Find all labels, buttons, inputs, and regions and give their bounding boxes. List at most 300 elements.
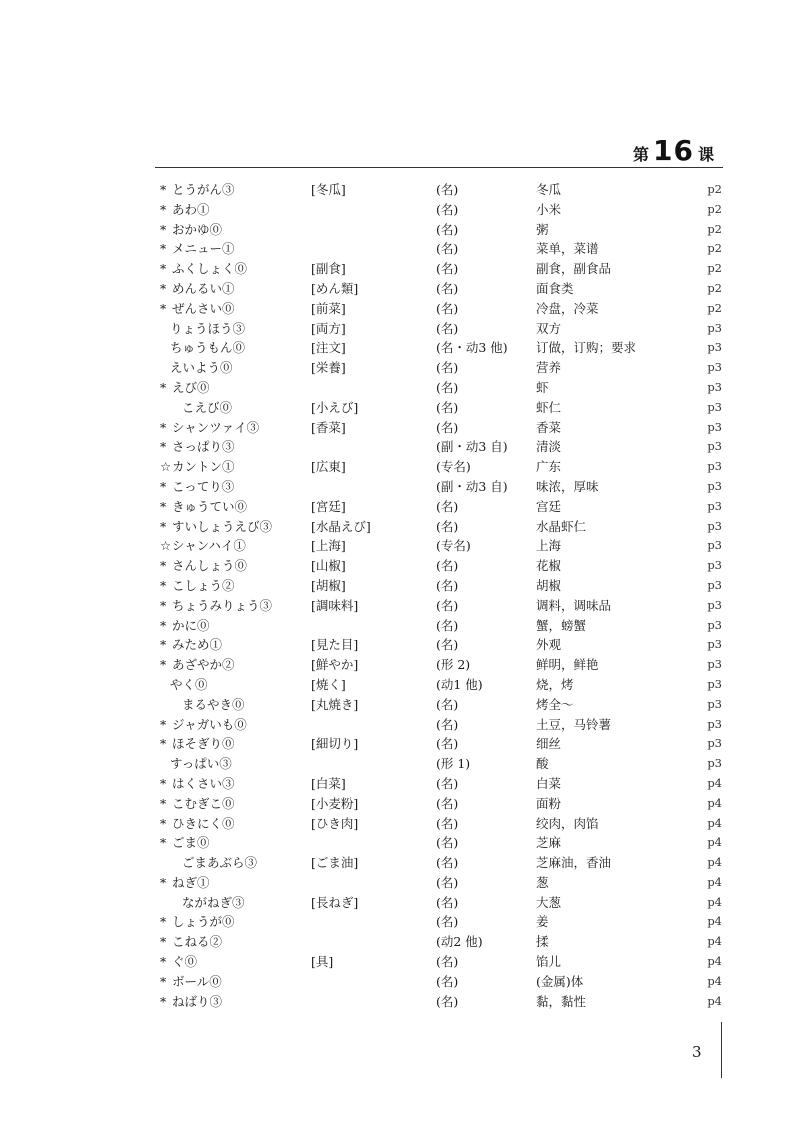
vocab-word: こむぎこ⓪ (172, 795, 235, 811)
vocab-part-of-speech: (名・动3 他) (436, 340, 508, 356)
vocab-page-ref: p3 (707, 340, 722, 355)
vocab-word-cell (160, 596, 272, 616)
vocab-word: りょうほう③ (170, 320, 246, 336)
vocab-part-of-speech: (名) (436, 835, 459, 851)
vocab-meaning: 虾仁 (536, 399, 562, 415)
lesson-number: 16 (653, 134, 694, 167)
vocab-word: かに⓪ (172, 617, 210, 633)
vocab-kanji: [胡椒] (311, 577, 346, 593)
vocab-kanji: [長ねぎ] (311, 894, 359, 910)
vocab-part-of-speech: (名) (436, 419, 459, 435)
lesson-suffix: 课 (697, 145, 714, 164)
page-number-bar (721, 1022, 722, 1078)
vocab-row (160, 418, 722, 438)
vocab-word: こえび⓪ (182, 399, 233, 415)
vocab-word: はくさい③ (172, 775, 235, 791)
vocab-row (160, 655, 722, 675)
vocab-row (160, 596, 722, 616)
vocab-page-ref: p2 (707, 201, 722, 216)
vocab-word: ごま⓪ (172, 835, 210, 851)
vocab-mark: * (160, 518, 167, 534)
vocab-row (160, 259, 722, 279)
vocab-kanji: [調味料] (311, 597, 359, 613)
vocab-word: ながねぎ③ (182, 894, 245, 910)
vocab-row (160, 200, 722, 220)
vocab-part-of-speech: (动1 他) (436, 676, 483, 692)
vocab-meaning: 味浓，厚味 (536, 478, 599, 494)
vocab-word: ねばり③ (172, 993, 223, 1009)
vocab-word: しょうが⓪ (172, 914, 235, 930)
vocab-meaning: 酸 (536, 756, 549, 772)
vocab-mark: * (160, 182, 167, 197)
vocab-part-of-speech: (名) (436, 241, 459, 257)
vocab-row (160, 853, 722, 873)
vocab-kanji: [香菜] (311, 419, 346, 435)
vocab-part-of-speech: (名) (436, 736, 459, 752)
vocab-page-ref: p3 (707, 518, 722, 533)
vocab-row (160, 536, 722, 556)
vocab-word-cell (160, 239, 235, 259)
vocab-page-ref: p3 (707, 597, 722, 612)
vocab-part-of-speech: (名) (436, 894, 459, 910)
vocab-row (160, 239, 722, 259)
vocab-mark: * (160, 795, 167, 811)
vocab-row (160, 932, 722, 952)
vocab-meaning: 副食，副食品 (536, 261, 612, 277)
vocab-page-ref: p2 (707, 182, 722, 196)
vocab-page-ref: p3 (707, 478, 722, 493)
vocab-mark: * (160, 558, 167, 574)
vocab-kanji: [水晶えび] (311, 518, 371, 534)
vocab-word-cell (160, 734, 235, 754)
vocab-row (160, 299, 722, 319)
vocab-page-ref: p4 (707, 855, 722, 870)
vocab-word: ほそぎり⓪ (172, 736, 235, 752)
vocab-mark: * (160, 736, 167, 752)
vocab-meaning: 水晶虾仁 (536, 518, 587, 534)
vocab-meaning: 虾 (536, 379, 549, 395)
vocab-meaning: 小米 (536, 201, 562, 217)
vocab-page-ref: p3 (707, 577, 722, 592)
vocab-word: ちゅうもん⓪ (170, 340, 246, 356)
vocab-page-ref: p3 (707, 676, 722, 691)
vocab-mark: * (160, 973, 167, 989)
vocab-kanji: [広東] (311, 459, 346, 475)
vocab-kanji: [ひき肉] (311, 815, 359, 831)
vocab-meaning: 花椒 (536, 558, 562, 574)
vocab-kanji: [上海] (311, 538, 346, 554)
vocab-word: おかゆ⓪ (172, 221, 223, 237)
vocab-mark: * (160, 637, 167, 653)
vocab-part-of-speech: (名) (436, 320, 459, 336)
vocab-meaning: 清淡 (536, 439, 562, 455)
vocab-page-ref: p4 (707, 894, 722, 909)
vocab-part-of-speech: (名) (436, 855, 459, 871)
vocab-row (160, 517, 722, 537)
vocab-word-cell (160, 616, 210, 636)
vocab-page-ref: p4 (707, 914, 722, 929)
vocab-row (160, 952, 722, 972)
vocab-word: すいしょうえび③ (172, 518, 273, 534)
vocab-mark: * (160, 815, 167, 831)
vocab-page-ref: p3 (707, 538, 722, 553)
vocab-meaning: 双方 (536, 320, 562, 336)
vocab-part-of-speech: (名) (436, 617, 459, 633)
vocab-mark: * (160, 201, 167, 217)
vocab-row (160, 378, 722, 398)
vocab-meaning: 上海 (536, 538, 562, 554)
vocabulary-list (160, 180, 722, 1011)
vocab-page-ref: p3 (707, 617, 722, 632)
vocab-mark: * (160, 221, 167, 237)
vocab-word: こしょう② (172, 577, 235, 593)
vocab-page-ref: p3 (707, 360, 722, 375)
vocab-part-of-speech: (形 2) (436, 657, 471, 673)
vocab-meaning: 烧，烤 (536, 676, 574, 692)
vocab-kanji: [見た目] (311, 637, 359, 653)
vocab-part-of-speech: (名) (436, 280, 459, 296)
vocab-row (160, 794, 722, 814)
vocab-word: えいよう⓪ (170, 360, 233, 376)
vocab-kanji: [丸焼き] (311, 696, 359, 712)
vocab-row (160, 754, 722, 774)
vocab-mark: * (160, 498, 167, 514)
vocab-meaning: 细丝 (536, 736, 562, 752)
vocab-kanji: [注文] (311, 340, 346, 356)
vocab-page-ref: p4 (707, 795, 722, 810)
vocab-word: ひきにく⓪ (172, 815, 235, 831)
vocab-word-cell (160, 279, 235, 299)
vocab-row (160, 715, 722, 735)
vocab-part-of-speech: (动2 他) (436, 934, 483, 950)
vocab-row (160, 358, 722, 378)
vocab-meaning: 宫廷 (536, 498, 562, 514)
vocab-meaning: 黏，黏性 (536, 993, 587, 1009)
vocab-kanji: [山椒] (311, 558, 346, 574)
vocab-mark: * (160, 716, 167, 732)
vocab-kanji: [小麦粉] (311, 795, 359, 811)
vocab-word-cell (160, 418, 259, 438)
vocab-part-of-speech: (名) (436, 795, 459, 811)
header-rule (155, 167, 723, 168)
vocab-mark: * (160, 597, 167, 613)
vocab-word: やく⓪ (170, 676, 208, 692)
vocab-part-of-speech: (名) (436, 874, 459, 890)
vocab-part-of-speech: (名) (436, 597, 459, 613)
vocab-meaning: 粥 (536, 221, 549, 237)
vocab-word: まるやき⓪ (182, 696, 245, 712)
vocab-word: シャンハイ① (172, 538, 246, 554)
vocab-word: めんるい① (172, 280, 235, 296)
vocab-word-cell (160, 675, 208, 695)
vocab-part-of-speech: (名) (436, 775, 459, 791)
vocab-meaning: 菜单，菜谱 (536, 241, 599, 257)
vocab-word-cell (160, 833, 210, 853)
vocab-mark: * (160, 478, 167, 494)
vocab-word: ボール⓪ (172, 973, 222, 989)
vocab-part-of-speech: (名) (436, 696, 459, 712)
vocab-word-cell (160, 695, 245, 715)
vocab-row (160, 695, 722, 715)
vocab-row (160, 675, 722, 695)
vocab-word: あざやか② (172, 657, 235, 673)
vocab-page-ref: p3 (707, 736, 722, 751)
vocab-page-ref: p3 (707, 320, 722, 335)
vocab-page-ref: p3 (707, 558, 722, 573)
vocab-kanji: [副食] (311, 261, 346, 277)
vocab-page-ref: p4 (707, 775, 722, 790)
vocab-row (160, 893, 722, 913)
vocab-word-cell (160, 319, 245, 339)
vocab-kanji: [めん類] (311, 280, 359, 296)
vocab-meaning: 土豆，马铃薯 (536, 716, 612, 732)
vocab-kanji: [ごま油] (311, 855, 359, 871)
vocab-word-cell (160, 655, 235, 675)
vocab-meaning: 鲜明，鲜艳 (536, 657, 599, 673)
vocab-page-ref: p2 (707, 300, 722, 315)
vocab-page-ref: p4 (707, 993, 722, 1008)
vocab-page-ref: p3 (707, 399, 722, 414)
vocab-mark: * (160, 954, 167, 970)
vocab-page-ref: p3 (707, 439, 722, 454)
vocab-kanji: [冬瓜] (311, 182, 346, 197)
vocab-word: ぜんさい⓪ (172, 300, 235, 316)
vocab-page-ref: p4 (707, 973, 722, 988)
vocab-meaning: 冷盘，冷菜 (536, 300, 599, 316)
vocab-part-of-speech: (名) (436, 360, 459, 376)
vocab-kanji: [宮廷] (311, 498, 346, 514)
vocab-meaning: 订做，订购；要求 (536, 340, 637, 356)
vocab-meaning: 营养 (536, 360, 562, 376)
vocab-kanji: [細切り] (311, 736, 359, 752)
vocab-part-of-speech: (名) (436, 379, 459, 395)
vocab-mark: ☆ (160, 538, 172, 554)
vocab-mark: * (160, 617, 167, 633)
vocab-word-cell (160, 299, 235, 319)
vocab-word: とうがん③ (172, 182, 235, 197)
vocab-page-ref: p3 (707, 756, 722, 771)
vocab-meaning: 芝麻油，香油 (536, 855, 612, 871)
vocab-page-ref: p4 (707, 835, 722, 850)
vocab-row (160, 398, 722, 418)
vocab-word-cell (160, 378, 210, 398)
vocab-kanji: [鮮やか] (311, 657, 359, 673)
vocab-part-of-speech: (专名) (436, 459, 471, 475)
vocab-row (160, 220, 722, 240)
vocab-row (160, 556, 722, 576)
vocab-part-of-speech: (名) (436, 300, 459, 316)
vocab-part-of-speech: (名) (436, 182, 459, 197)
vocab-page-ref: p3 (707, 657, 722, 672)
vocab-word: さんしょう⓪ (172, 558, 248, 574)
vocab-page-ref: p3 (707, 459, 722, 474)
vocab-kanji: [栄養] (311, 360, 346, 376)
vocab-page-ref: p4 (707, 874, 722, 889)
vocab-word: こってり③ (172, 478, 235, 494)
vocab-meaning: 白菜 (536, 775, 562, 791)
vocab-part-of-speech: (名) (436, 558, 459, 574)
vocab-page-ref: p2 (707, 261, 722, 276)
vocab-word-cell (160, 774, 235, 794)
vocab-word-cell (160, 477, 234, 497)
vocab-word-cell (160, 853, 257, 873)
vocab-row (160, 180, 722, 200)
vocab-word: さっぱり③ (172, 439, 235, 455)
vocab-word-cell (160, 200, 210, 220)
vocab-word-cell (160, 873, 210, 893)
vocab-mark: * (160, 280, 167, 296)
vocab-mark: * (160, 419, 167, 435)
vocab-meaning: 面食类 (536, 280, 574, 296)
vocab-word-cell (160, 814, 235, 834)
vocab-mark: ☆ (160, 459, 172, 475)
vocab-word: あわ① (172, 201, 210, 217)
vocab-word: ごまあぶら③ (182, 855, 258, 871)
page-number: 3 (692, 1043, 702, 1061)
vocab-word: きゅうてい⓪ (172, 498, 248, 514)
vocab-part-of-speech: (形 1) (436, 756, 471, 772)
vocab-mark: * (160, 993, 167, 1009)
vocab-word-cell (160, 497, 247, 517)
vocab-kanji: [白菜] (311, 775, 346, 791)
vocab-word-cell (160, 398, 232, 418)
vocab-row (160, 319, 722, 339)
vocab-part-of-speech: (名) (436, 914, 459, 930)
vocab-mark: * (160, 914, 167, 930)
vocab-word: シャンツァイ③ (172, 419, 260, 435)
vocab-word: ふくしょく⓪ (172, 261, 248, 277)
vocab-row (160, 576, 722, 596)
vocab-word-cell (160, 358, 233, 378)
vocab-word: ちょうみりょう③ (172, 597, 273, 613)
vocab-word-cell (160, 338, 245, 358)
vocab-word: ねぎ① (172, 874, 210, 890)
vocab-word-cell (160, 259, 247, 279)
vocab-part-of-speech: (副・动3 自) (436, 439, 508, 455)
vocab-word-cell (160, 556, 247, 576)
vocab-page-ref: p3 (707, 498, 722, 513)
vocab-meaning: 烤全～ (536, 696, 574, 712)
vocab-part-of-speech: (名) (436, 399, 459, 415)
vocab-word-cell (160, 754, 232, 774)
vocab-meaning: 绞肉，肉馅 (536, 815, 599, 831)
vocab-page-ref: p4 (707, 934, 722, 949)
vocab-word: ぐ⓪ (172, 954, 198, 970)
vocab-part-of-speech: (名) (436, 716, 459, 732)
vocab-row (160, 972, 722, 992)
vocab-page-ref: p3 (707, 379, 722, 394)
vocab-mark: * (160, 439, 167, 455)
vocab-word: ジャガいも⓪ (172, 716, 247, 732)
vocab-mark: * (160, 379, 167, 395)
vocab-row (160, 497, 722, 517)
vocab-word-cell (160, 457, 235, 477)
vocab-meaning: 芝麻 (536, 835, 562, 851)
vocab-page-ref: p3 (707, 696, 722, 711)
vocab-meaning: 揉 (536, 934, 549, 950)
vocab-meaning: 面粉 (536, 795, 562, 811)
vocab-word-cell (160, 180, 235, 200)
vocab-row (160, 774, 722, 794)
vocab-word: メニュー① (172, 241, 235, 257)
vocab-row (160, 338, 722, 358)
vocab-part-of-speech: (名) (436, 577, 459, 593)
vocab-kanji: [小えび] (311, 399, 359, 415)
vocab-kanji: [前菜] (311, 300, 346, 316)
vocab-part-of-speech: (名) (436, 815, 459, 831)
vocab-part-of-speech: (名) (436, 261, 459, 277)
vocab-row (160, 992, 722, 1012)
vocab-page-ref: p3 (707, 716, 722, 731)
vocab-row (160, 437, 722, 457)
vocab-page-ref: p2 (707, 221, 722, 236)
vocab-kanji: [具] (311, 954, 334, 970)
vocab-row (160, 833, 722, 853)
vocab-kanji: [焼く] (311, 676, 346, 692)
vocab-word-cell (160, 912, 235, 932)
vocab-word-cell (160, 220, 222, 240)
vocab-word-cell (160, 576, 235, 596)
vocab-mark: * (160, 577, 167, 593)
vocab-meaning: 胡椒 (536, 577, 562, 593)
vocab-word-cell (160, 715, 247, 735)
vocab-part-of-speech: (副・动3 自) (436, 478, 508, 494)
vocab-word-cell (160, 635, 222, 655)
vocab-page-ref: p2 (707, 280, 722, 295)
vocab-meaning: 冬瓜 (536, 182, 562, 197)
vocab-mark: * (160, 300, 167, 316)
vocab-word: えび⓪ (172, 379, 210, 395)
vocab-word-cell (160, 437, 235, 457)
vocab-word: すっぱい③ (170, 756, 232, 772)
vocab-part-of-speech: (名) (436, 518, 459, 534)
vocab-word-cell (160, 932, 222, 952)
vocab-row (160, 814, 722, 834)
vocab-mark: * (160, 934, 167, 950)
vocab-meaning: 香菜 (536, 419, 562, 435)
vocab-mark: * (160, 241, 167, 257)
vocab-meaning: (金属)体 (536, 973, 584, 989)
vocab-part-of-speech: (名) (436, 973, 459, 989)
vocab-part-of-speech: (名) (436, 954, 459, 970)
vocab-word-cell (160, 972, 222, 992)
vocab-meaning: 大葱 (536, 894, 562, 910)
vocab-mark: * (160, 261, 167, 277)
vocab-mark: * (160, 874, 167, 890)
vocab-mark: * (160, 775, 167, 791)
vocab-word: カントン① (172, 459, 235, 475)
vocab-page-ref: p4 (707, 954, 722, 969)
vocab-page-ref: p3 (707, 637, 722, 652)
vocab-part-of-speech: (名) (436, 498, 459, 514)
vocab-mark: * (160, 657, 167, 673)
lesson-title (633, 134, 714, 167)
vocab-kanji: [両方] (311, 320, 346, 336)
vocab-part-of-speech: (专名) (436, 538, 471, 554)
vocab-meaning: 馅儿 (536, 954, 562, 970)
vocab-word: みため① (172, 637, 223, 653)
vocab-meaning: 葱 (536, 874, 549, 890)
vocab-meaning: 外观 (536, 637, 562, 653)
vocab-part-of-speech: (名) (436, 221, 459, 237)
vocab-word-cell (160, 794, 235, 814)
vocab-row (160, 457, 722, 477)
vocab-meaning: 广东 (536, 459, 562, 475)
vocab-page-ref: p3 (707, 419, 722, 434)
vocab-row (160, 616, 722, 636)
vocab-row (160, 635, 722, 655)
lesson-prefix: 第 (633, 145, 650, 164)
